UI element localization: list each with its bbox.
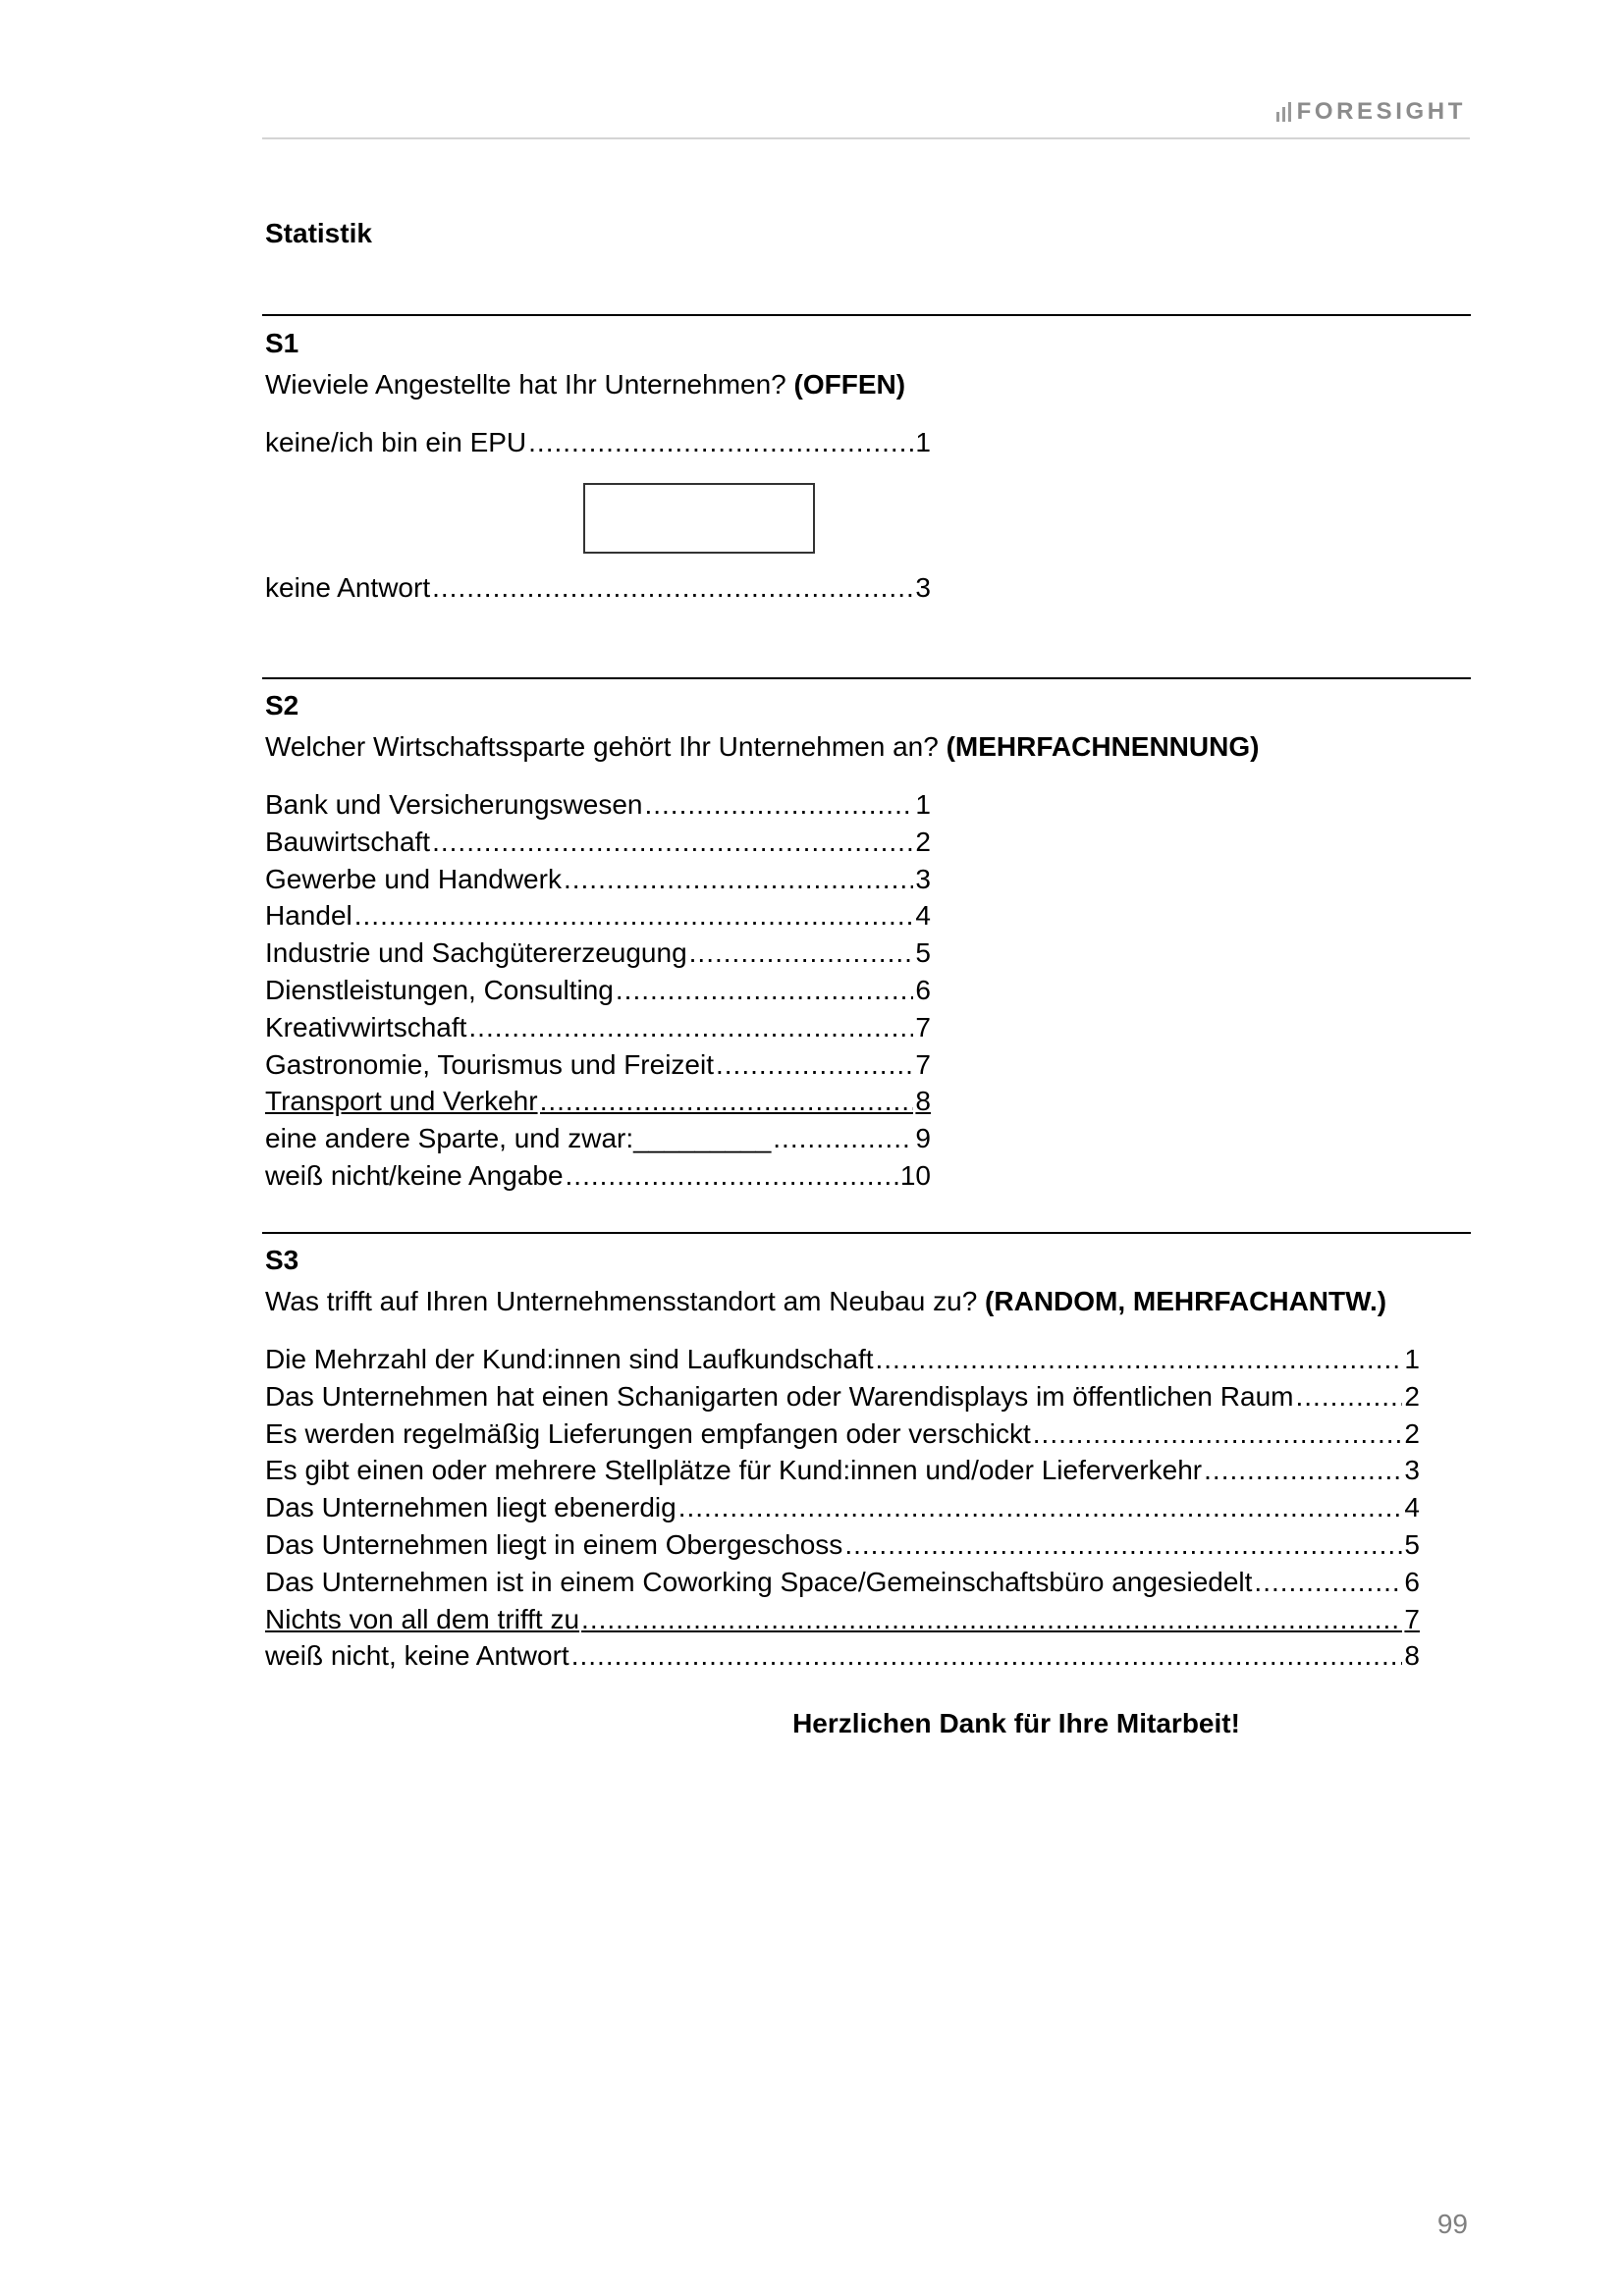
answer-option[interactable]: Transport und Verkehr ..... 8 xyxy=(265,1083,931,1120)
answer-option[interactable]: weiß nicht/keine Angabe ..... 10 xyxy=(265,1157,931,1195)
open-answer-field[interactable] xyxy=(583,483,815,554)
question-id: S1 xyxy=(265,328,299,358)
question-instruction: (OFFEN) xyxy=(793,369,906,400)
answer-option[interactable]: Bauwirtschaft ..... 2 xyxy=(265,824,931,861)
answer-option[interactable]: Es gibt einen oder mehrere Stellplätze für Kund:innen und/oder Lieferverkehr ..... 3 xyxy=(265,1452,1420,1489)
options-s1-top xyxy=(265,424,931,461)
answer-option[interactable]: Industrie und Sachgütererzeugung ..... 5 xyxy=(265,934,931,972)
section-title: Statistik xyxy=(265,218,372,248)
section-divider xyxy=(262,677,1471,679)
question-instruction: (RANDOM, MEHRFACHANTW.) xyxy=(985,1286,1387,1316)
options-s1-bottom xyxy=(265,569,931,607)
brand-name: FORESIGHT xyxy=(1296,98,1466,125)
question-text: Wieviele Angestellte hat Ihr Unternehmen? (OFFEN) xyxy=(265,369,906,400)
closing-thanks: Herzlichen Dank für Ihre Mitarbeit! xyxy=(792,1708,1240,1738)
answer-option[interactable]: Dienstleistungen, Consulting ..... 6 xyxy=(265,972,931,1009)
answer-option[interactable]: Die Mehrzahl der Kund:innen sind Laufkundschaft ..... 1 xyxy=(265,1341,1420,1378)
answer-option[interactable]: Es werden regelmäßig Lieferungen empfangen oder verschickt ..... 2 xyxy=(265,1415,1420,1453)
question-instruction: (MEHRFACHNENNUNG) xyxy=(946,731,1260,762)
answer-option[interactable]: keine Antwort ..... 3 xyxy=(265,569,931,607)
answer-option[interactable]: Kreativwirtschaft ..... 7 xyxy=(265,1009,931,1046)
answer-option[interactable]: Handel ..... 4 xyxy=(265,897,931,934)
brand-bars-icon xyxy=(1276,102,1291,122)
page-number: 99 xyxy=(1436,2209,1468,2239)
question-text: Welcher Wirtschaftssparte gehört Ihr Unternehmen an? (MEHRFACHNENNUNG) xyxy=(265,731,1260,762)
question-id: S2 xyxy=(265,690,299,721)
options-s2 xyxy=(265,786,931,1195)
section-divider xyxy=(262,1232,1471,1234)
question-s1 xyxy=(265,324,905,406)
page-header xyxy=(262,94,1470,139)
answer-option[interactable]: Das Unternehmen liegt ebenerdig ..... 4 xyxy=(265,1489,1420,1526)
answer-option[interactable]: eine andere Sparte, und zwar:_________ ..... 9 xyxy=(265,1120,931,1157)
answer-option[interactable]: Das Unternehmen hat einen Schanigarten oder Warendisplays im öffentlichen Raum ..... 2 xyxy=(265,1378,1420,1415)
answer-option[interactable]: Das Unternehmen ist in einem Coworking Space/Gemeinschaftsbüro angesiedelt ..... 6 xyxy=(265,1564,1420,1601)
section-divider xyxy=(262,314,1471,316)
answer-option[interactable]: Bank und Versicherungswesen ..... 1 xyxy=(265,786,931,824)
question-id: S3 xyxy=(265,1245,299,1275)
question-s2 xyxy=(265,686,1259,769)
options-s3 xyxy=(265,1341,1420,1675)
answer-option[interactable]: keine/ich bin ein EPU ..... 1 xyxy=(265,424,931,461)
answer-option[interactable]: Gastronomie, Tourismus und Freizeit ..... 7 xyxy=(265,1046,931,1084)
question-text: Was trifft auf Ihren Unternehmensstandort am Neubau zu? (RANDOM, MEHRFACHANTW.) xyxy=(265,1286,1387,1316)
answer-option[interactable]: Das Unternehmen liegt in einem Obergeschoss ..... 5 xyxy=(265,1526,1420,1564)
answer-option[interactable]: weiß nicht, keine Antwort ..... 8 xyxy=(265,1637,1420,1675)
brand-logo xyxy=(1276,98,1466,126)
answer-option[interactable]: Nichts von all dem trifft zu ..... 7 xyxy=(265,1601,1420,1638)
answer-option[interactable]: Gewerbe und Handwerk ..... 3 xyxy=(265,861,931,898)
question-s3 xyxy=(265,1241,1386,1323)
